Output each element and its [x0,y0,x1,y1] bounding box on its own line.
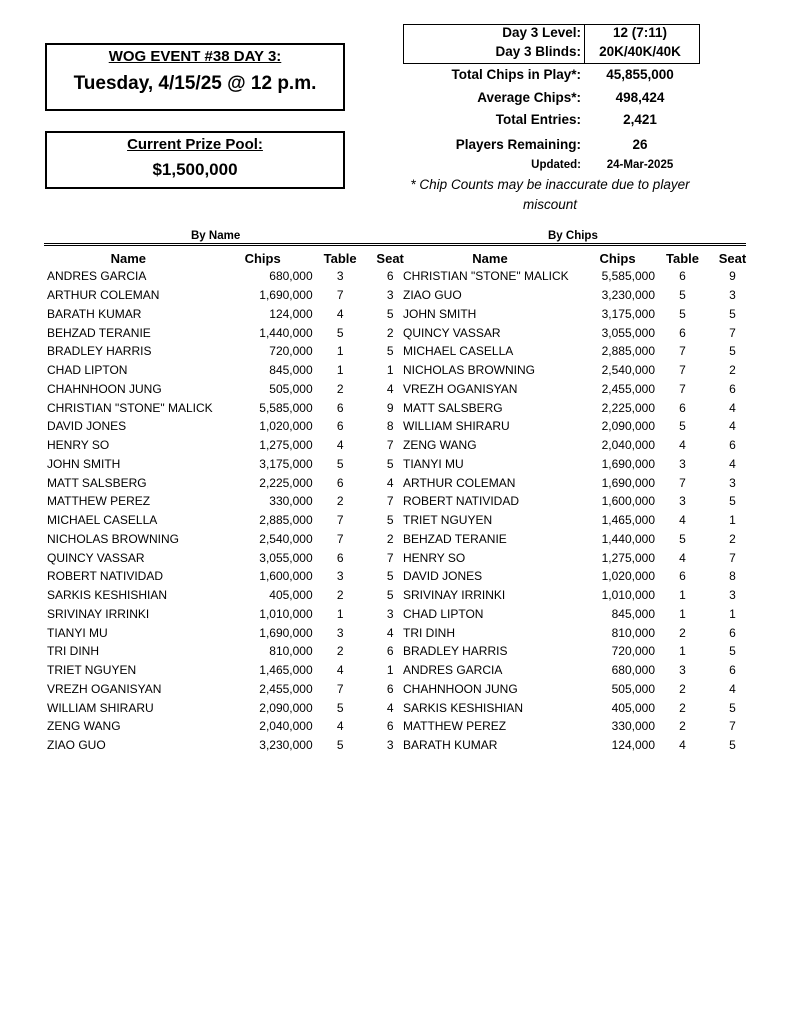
table-number-cell: 7 [679,475,686,490]
name-header: Name [472,250,508,266]
table-number-cell: 2 [679,625,686,640]
table-number-cell: 5 [336,325,344,340]
header-double-rule [44,243,746,246]
chips-cell: 1,600,000 [259,569,313,584]
table-row [44,398,413,417]
chips-cell: 845,000 [611,606,655,621]
seat-number-cell: 6 [386,719,394,734]
chips-cell: 1,690,000 [259,288,313,303]
player-name-cell: ZIAO GUO [47,738,106,753]
chips-cell: 3,175,000 [259,456,313,471]
chips-cell: 1,010,000 [259,606,313,621]
by-name-table [44,249,413,755]
table-row [400,661,755,680]
seat-number-cell: 5 [729,738,736,753]
seat-number-cell: 2 [729,531,736,546]
table-row [44,286,413,305]
table-row [400,342,755,361]
player-name-cell: TIANYI MU [403,456,464,471]
table-row [44,323,413,342]
table-number-cell: 2 [336,644,344,659]
by-chips-header-row [400,249,755,267]
seat-number-cell: 5 [729,700,736,715]
chips-cell: 405,000 [269,588,313,603]
table-number-cell: 4 [336,663,344,678]
table-number-cell: 3 [336,269,344,284]
table-row [44,530,413,549]
player-name-cell: QUINCY VASSAR [47,550,145,565]
table-number-cell: 5 [679,531,686,546]
player-name-cell: NICHOLAS BROWNING [403,363,536,378]
player-name-cell: WILLIAM SHIRARU [47,700,154,715]
seat-number-cell: 7 [386,438,394,453]
chips-cell: 680,000 [611,663,655,678]
player-name-cell: TRIET NGUYEN [47,663,137,678]
table-number-cell: 4 [336,438,344,453]
player-name-cell: CHAD LIPTON [403,606,484,621]
table-header: Table [323,250,357,266]
player-name-cell: WILLIAM SHIRARU [403,419,510,434]
prize-pool-value: $1,500,000 [152,160,238,179]
player-name-cell: BEHZAD TERANIE [47,325,151,340]
player-name-cell: BEHZAD TERANIE [403,531,507,546]
player-name-cell: SRIVINAY IRRINKI [47,606,150,621]
seat-number-cell: 4 [729,400,736,415]
table-row [44,492,413,511]
table-number-cell: 6 [336,400,344,415]
table-number-cell: 6 [679,400,686,415]
table-row [44,436,413,455]
table-row [400,436,755,455]
table-number-cell: 6 [679,325,686,340]
table-row [44,717,413,736]
player-name-cell: BARATH KUMAR [47,306,142,321]
seat-number-cell: 1 [729,606,736,621]
player-name-cell: ZENG WANG [47,719,121,734]
seat-number-cell: 5 [729,644,736,659]
seat-number-cell: 5 [386,456,394,471]
table-row [44,417,413,436]
seat-header: Seat [718,250,747,266]
chips-cell: 1,020,000 [259,419,313,434]
blinds-value: 20K/40K/40K [599,44,681,59]
table-row [400,736,755,755]
seat-number-cell: 3 [729,475,736,490]
player-name-cell: VREZH OGANISYAN [47,681,162,696]
chips-cell: 2,090,000 [259,700,313,715]
table-row [44,267,413,286]
chips-cell: 1,020,000 [601,569,655,584]
table-row [400,717,755,736]
seat-number-cell: 5 [386,569,394,584]
table-number-cell: 3 [679,494,686,509]
prize-pool-box [45,131,345,189]
table-number-cell: 5 [679,288,686,303]
seat-number-cell: 1 [386,363,394,378]
event-title: WOG EVENT #38 DAY 3: [108,48,282,65]
table-number-cell: 2 [679,719,686,734]
chips-header: Chips [244,250,281,266]
table-row [44,473,413,492]
table-number-cell: 7 [336,681,344,696]
seat-number-cell: 6 [386,269,394,284]
event-date: Tuesday, 4/15/25 @ 12 p.m. [73,73,317,94]
table-number-cell: 4 [679,550,686,565]
table-row [400,492,755,511]
table-row [400,267,755,286]
chips-cell: 2,090,000 [601,419,655,434]
table-number-cell: 1 [679,644,686,659]
seat-header: Seat [376,250,404,266]
player-name-cell: DAVID JONES [47,419,127,434]
seat-number-cell: 6 [729,438,736,453]
seat-number-cell: 2 [386,325,394,340]
chips-cell: 720,000 [269,344,313,359]
player-name-cell: ARTHUR COLEMAN [403,475,516,490]
table-number-cell: 3 [679,663,686,678]
table-row [400,642,755,661]
seat-number-cell: 5 [386,513,394,528]
seat-number-cell: 1 [729,513,736,528]
table-row [44,511,413,530]
player-name-cell: TIANYI MU [47,625,108,640]
table-number-cell: 7 [679,381,686,396]
seat-number-cell: 1 [386,663,394,678]
chips-cell: 1,690,000 [601,456,655,471]
chips-cell: 2,540,000 [601,363,655,378]
seat-number-cell: 5 [729,344,736,359]
seat-number-cell: 5 [386,344,394,359]
table-row [44,305,413,324]
player-name-cell: SARKIS KESHISHIAN [47,588,168,603]
player-name-cell: MICHAEL CASELLA [403,344,514,359]
table-row [400,548,755,567]
table-number-cell: 2 [336,494,344,509]
table-row [400,586,755,605]
player-name-cell: ROBERT NATIVIDAD [47,569,164,584]
chips-cell: 2,040,000 [601,438,655,453]
seat-number-cell: 9 [729,269,736,284]
chips-cell: 2,225,000 [601,400,655,415]
table-row [400,361,755,380]
chips-cell: 1,010,000 [601,588,655,603]
chips-cell: 3,055,000 [259,550,313,565]
player-name-cell: BARATH KUMAR [403,738,498,753]
player-name-cell: MATT SALSBERG [403,400,503,415]
table-number-cell: 3 [336,625,344,640]
table-row [44,361,413,380]
total-chips-label: Total Chips in Play*: [451,67,581,82]
player-name-cell: SRIVINAY IRRINKI [403,588,506,603]
chips-cell: 2,455,000 [601,381,655,396]
table-row [44,586,413,605]
player-name-cell: NICHOLAS BROWNING [47,531,180,546]
table-row [400,473,755,492]
chips-cell: 3,230,000 [601,288,655,303]
by-name-header-row [44,249,413,267]
level-box-divider [584,25,585,63]
chips-cell: 405,000 [611,700,655,715]
seat-number-cell: 6 [729,663,736,678]
table-number-cell: 7 [679,363,686,378]
level-label: Day 3 Level: [502,25,581,40]
table-row [400,398,755,417]
table-number-cell: 1 [336,606,344,621]
seat-number-cell: 7 [386,494,394,509]
seat-number-cell: 2 [386,531,394,546]
player-name-cell: ANDRES GARCIA [403,663,503,678]
chips-cell: 845,000 [269,363,313,378]
player-name-cell: HENRY SO [47,438,110,453]
table-number-cell: 5 [336,700,344,715]
seat-number-cell: 6 [386,681,394,696]
table-number-cell: 6 [336,475,344,490]
average-chips-label: Average Chips*: [477,90,581,105]
table-number-cell: 5 [679,306,686,321]
table-number-cell: 6 [336,419,344,434]
seat-number-cell: 5 [729,494,736,509]
chips-cell: 2,225,000 [259,475,313,490]
table-row [44,567,413,586]
table-row [400,380,755,399]
player-name-cell: JOHN SMITH [403,306,477,321]
seat-number-cell: 2 [729,363,736,378]
by-name-body [44,267,413,755]
table-row [44,698,413,717]
seat-number-cell: 3 [386,738,394,753]
seat-number-cell: 8 [386,419,394,434]
name-header: Name [110,250,147,266]
chips-cell: 3,055,000 [601,325,655,340]
player-name-cell: BRADLEY HARRIS [403,644,508,659]
table-number-cell: 4 [679,513,686,528]
table-number-cell: 7 [336,288,344,303]
table-row [400,680,755,699]
blinds-label: Day 3 Blinds: [495,44,581,59]
by-name-label: By Name [191,230,241,242]
table-number-cell: 2 [336,381,344,396]
table-row [400,286,755,305]
table-row [400,605,755,624]
table-row [400,305,755,324]
total-chips-value: 45,855,000 [606,67,674,82]
seat-number-cell: 5 [386,588,394,603]
chips-cell: 330,000 [269,494,313,509]
seat-number-cell: 3 [386,606,394,621]
player-name-cell: ANDRES GARCIA [47,269,147,284]
chips-cell: 1,690,000 [259,625,313,640]
player-name-cell: TRI DINH [47,644,99,659]
table-number-cell: 1 [336,344,344,359]
total-entries-value: 2,421 [623,112,657,127]
table-row [44,623,413,642]
chips-cell: 1,275,000 [601,550,655,565]
seat-number-cell: 5 [386,306,394,321]
table-row [400,511,755,530]
prize-pool-label: Current Prize Pool: [127,136,263,153]
player-name-cell: CHRISTIAN "STONE" MALICK [403,269,569,284]
seat-number-cell: 4 [386,625,394,640]
players-remaining-label: Players Remaining: [455,137,581,152]
chips-cell: 680,000 [269,269,313,284]
average-chips-value: 498,424 [615,90,665,105]
chips-cell: 810,000 [611,625,655,640]
by-chips-label: By Chips [548,230,598,242]
table-number-cell: 5 [336,456,344,471]
chips-cell: 2,540,000 [259,531,313,546]
seat-number-cell: 7 [729,325,736,340]
table-row [44,342,413,361]
chips-cell: 1,440,000 [601,531,655,546]
table-row [44,642,413,661]
chip-count-note: * Chip Counts may be inaccurate due to player miscount [410,177,690,212]
player-name-cell: MICHAEL CASELLA [47,513,158,528]
table-number-cell: 7 [679,344,686,359]
table-number-cell: 4 [336,719,344,734]
chips-cell: 124,000 [611,738,655,753]
table-row [44,380,413,399]
chips-cell: 1,465,000 [601,513,655,528]
chips-cell: 810,000 [269,644,313,659]
chips-cell: 124,000 [269,306,313,321]
table-row [44,680,413,699]
player-name-cell: CHAHNHOON JUNG [403,681,518,696]
player-name-cell: VREZH OGANISYAN [403,381,518,396]
table-row [44,548,413,567]
chips-cell: 3,230,000 [259,738,313,753]
player-name-cell: HENRY SO [403,550,466,565]
table-row [44,605,413,624]
event-box [45,43,345,111]
seat-number-cell: 4 [729,681,736,696]
player-name-cell: ZENG WANG [403,438,477,453]
table-number-cell: 6 [679,269,686,284]
seat-number-cell: 9 [386,400,394,415]
table-number-cell: 5 [336,738,344,753]
player-name-cell: TRIET NGUYEN [403,513,493,528]
seat-number-cell: 7 [729,550,736,565]
chips-cell: 330,000 [611,719,655,734]
chips-cell: 1,465,000 [259,663,313,678]
player-name-cell: JOHN SMITH [47,456,121,471]
chips-cell: 2,040,000 [259,719,313,734]
table-number-cell: 7 [336,513,344,528]
table-row [400,698,755,717]
by-chips-table [400,249,755,755]
chips-cell: 5,585,000 [601,269,655,284]
table-number-cell: 7 [336,531,344,546]
table-row [44,661,413,680]
seat-number-cell: 6 [729,625,736,640]
chips-cell: 2,455,000 [259,681,313,696]
table-number-cell: 2 [336,588,344,603]
chips-cell: 1,275,000 [259,438,313,453]
chips-cell: 505,000 [611,681,655,696]
table-number-cell: 1 [679,588,686,603]
seat-number-cell: 4 [729,419,736,434]
chips-cell: 505,000 [269,381,313,396]
seat-number-cell: 3 [729,288,736,303]
table-header: Table [666,250,699,266]
seat-number-cell: 3 [729,588,736,603]
player-name-cell: ROBERT NATIVIDAD [403,494,520,509]
table-row [400,323,755,342]
chips-cell: 2,885,000 [601,344,655,359]
player-name-cell: BRADLEY HARRIS [47,344,152,359]
table-number-cell: 4 [679,738,686,753]
players-remaining-value: 26 [632,137,648,152]
seat-number-cell: 4 [386,381,394,396]
chips-cell: 1,600,000 [601,494,655,509]
chips-cell: 1,690,000 [601,475,655,490]
player-name-cell: ZIAO GUO [403,288,462,303]
seat-number-cell: 8 [729,569,736,584]
table-row [400,417,755,436]
seat-number-cell: 4 [729,456,736,471]
player-name-cell: ARTHUR COLEMAN [47,288,160,303]
chips-cell: 2,885,000 [259,513,313,528]
player-name-cell: MATT SALSBERG [47,475,147,490]
table-number-cell: 2 [679,700,686,715]
total-entries-label: Total Entries: [495,112,581,127]
table-row [44,455,413,474]
table-number-cell: 2 [679,681,686,696]
player-name-cell: CHAD LIPTON [47,363,128,378]
by-chips-body [400,267,755,755]
table-number-cell: 6 [679,569,686,584]
table-number-cell: 5 [679,419,686,434]
level-value: 12 (7:11) [612,25,668,40]
seat-number-cell: 6 [729,381,736,396]
table-number-cell: 4 [336,306,344,321]
player-name-cell: QUINCY VASSAR [403,325,501,340]
updated-label: Updated: [531,159,581,171]
chips-cell: 720,000 [611,644,655,659]
seat-number-cell: 6 [386,644,394,659]
player-name-cell: MATTHEW PEREZ [47,494,151,509]
chips-cell: 3,175,000 [601,306,655,321]
player-name-cell: CHAHNHOON JUNG [47,381,162,396]
table-number-cell: 1 [679,606,686,621]
chips-cell: 5,585,000 [259,400,313,415]
updated-value: 24-Mar-2025 [606,159,674,171]
player-name-cell: TRI DINH [403,625,455,640]
player-name-cell: MATTHEW PEREZ [403,719,507,734]
table-row [400,567,755,586]
seat-number-cell: 7 [386,550,394,565]
table-row [400,623,755,642]
table-row [400,455,755,474]
table-number-cell: 4 [679,438,686,453]
player-name-cell: CHRISTIAN "STONE" MALICK [47,400,213,415]
seat-number-cell: 7 [729,719,736,734]
table-number-cell: 6 [336,550,344,565]
seat-number-cell: 3 [386,288,394,303]
seat-number-cell: 5 [729,306,736,321]
player-name-cell: DAVID JONES [403,569,483,584]
table-number-cell: 1 [336,363,344,378]
seat-number-cell: 4 [386,700,394,715]
table-number-cell: 3 [679,456,686,471]
seat-number-cell: 4 [386,475,394,490]
chips-header: Chips [599,250,636,266]
table-row [400,530,755,549]
table-number-cell: 3 [336,569,344,584]
chips-cell: 1,440,000 [259,325,313,340]
player-name-cell: SARKIS KESHISHIAN [403,700,524,715]
table-row [44,736,413,755]
